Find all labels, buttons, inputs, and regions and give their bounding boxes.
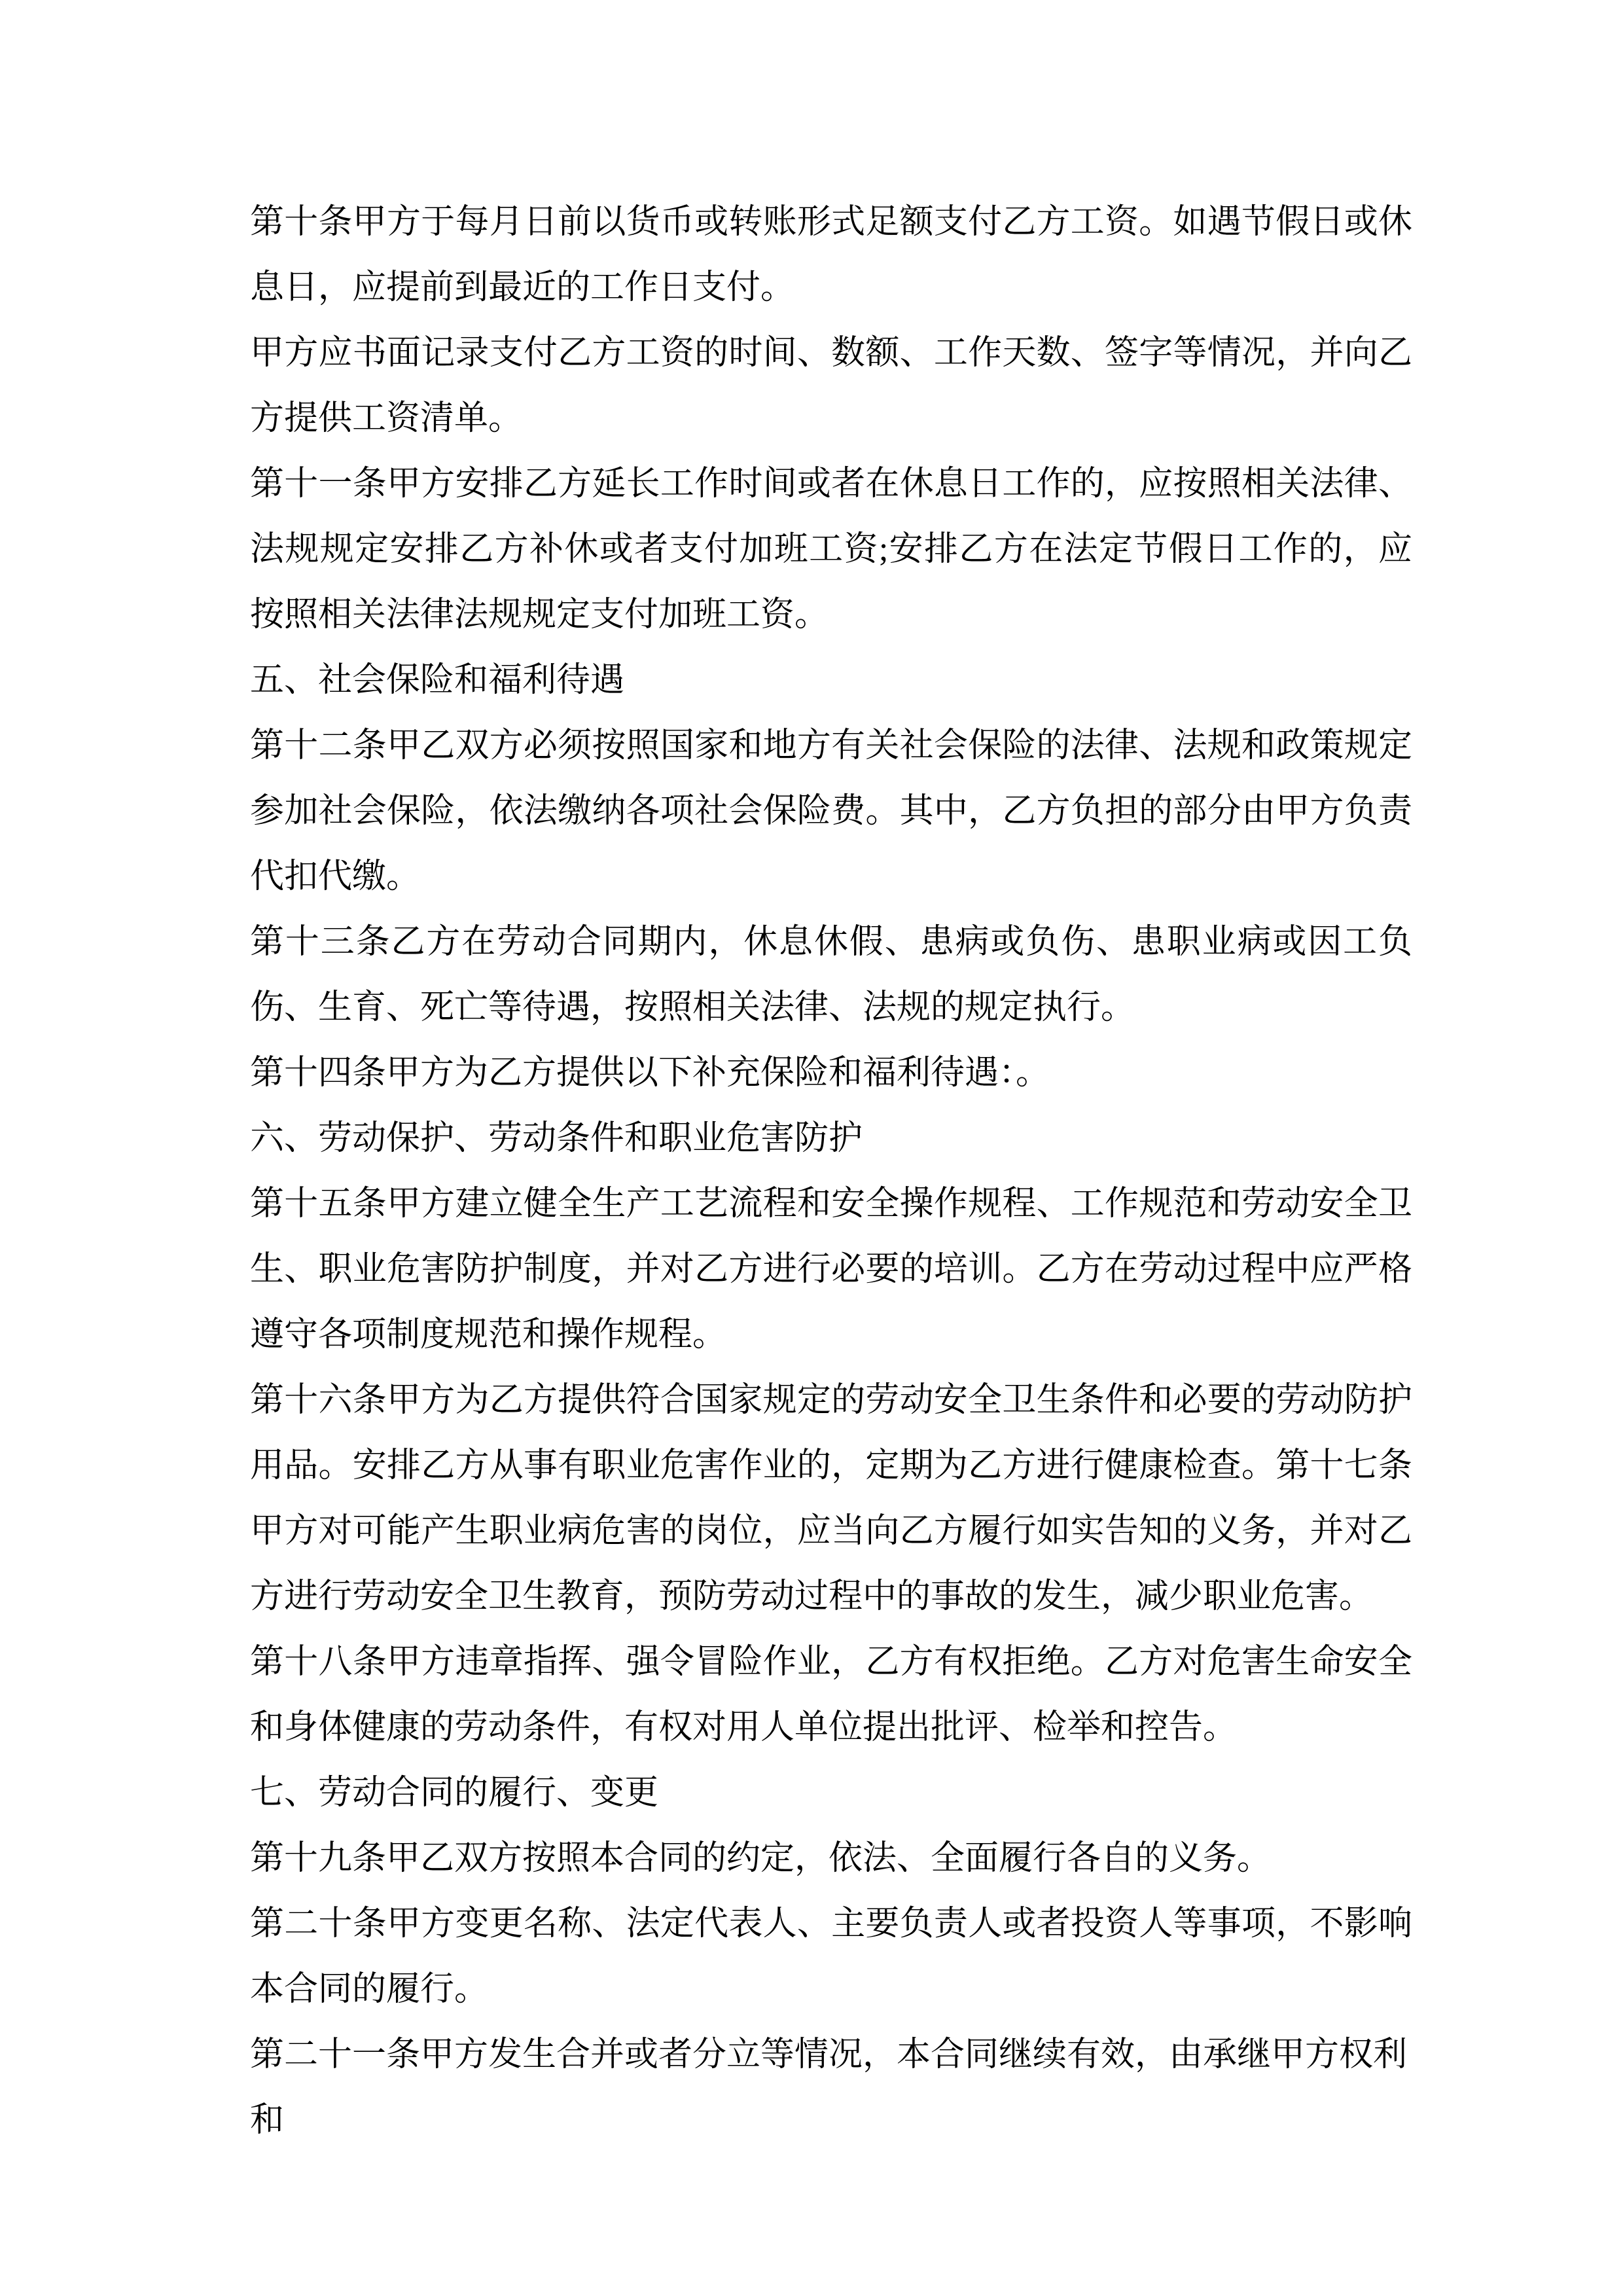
- paragraph-clause-10-continued: 甲方应书面记录支付乙方工资的时间、数额、工作天数、签字等情况，并向乙方提供工资清单。: [250, 334, 1412, 437]
- paragraph-clause-16-17: 第十六条甲方为乙方提供符合国家规定的劳动安全卫生条件和必要的劳动防护用品。安排乙方从事有职业危害作业的，定期为乙方进行健康检查。第十七条甲方对可能产生职业病危害的岗位，应当向乙方履行如实告知的义务，并对乙方进行劳动安全卫生教育，预防劳动过程中的事故的发生，减少职业危害。: [250, 1382, 1412, 1615]
- section-heading-5: 五、社会保险和福利待遇: [250, 662, 625, 699]
- document-body: [250, 190, 1412, 2153]
- paragraph-clause-11: 第十一条甲方安排乙方延长工作时间或者在休息日工作的，应按照相关法律、法规规定安排乙方补休或者支付加班工资;安排乙方在法定节假日工作的，应按照相关法律法规规定支付加班工资。: [250, 465, 1412, 634]
- paragraph-clause-15: 第十五条甲方建立健全生产工艺流程和安全操作规程、工作规范和劳动安全卫生、职业危害防护制度，并对乙方进行必要的培训。乙方在劳动过程中应严格遵守各项制度规范和操作规程。: [250, 1185, 1412, 1354]
- paragraph-clause-19: 第十九条甲乙双方按照本合同的约定，依法、全面履行各自的义务。: [250, 1840, 1272, 1877]
- paragraph-clause-14: 第十四条甲方为乙方提供以下补充保险和福利待遇：。: [250, 1054, 1050, 1092]
- paragraph-clause-10: 第十条甲方于每月日前以货币或转账形式足额支付乙方工资。如遇节假日或休息日，应提前到最近的工作日支付。: [250, 204, 1412, 306]
- paragraph-clause-12: 第十二条甲乙双方必须按照国家和地方有关社会保险的法律、法规和政策规定参加社会保险，依法缴纳各项社会保险费。其中，乙方负担的部分由甲方负责代扣代缴。: [250, 727, 1412, 895]
- paragraph-clause-20: 第二十条甲方变更名称、法定代表人、主要负责人或者投资人等事项，不影响本合同的履行。: [250, 1905, 1412, 2008]
- paragraph-clause-13: 第十三条乙方在劳动合同期内，休息休假、患病或负伤、患职业病或因工负伤、生育、死亡等待遇，按照相关法律、法规的规定执行。: [250, 924, 1412, 1026]
- section-heading-7: 七、劳动合同的履行、变更: [250, 1774, 659, 1812]
- paragraph-clause-21-truncated: 第二十一条甲方发生合并或者分立等情况，本合同继续有效，由承继甲方权利和: [250, 2036, 1408, 2139]
- section-heading-6: 六、劳动保护、劳动条件和职业危害防护: [250, 1120, 863, 1157]
- paragraph-clause-18: 第十八条甲方违章指挥、强令冒险作业，乙方有权拒绝。乙方对危害生命安全和身体健康的劳动条件，有权对用人单位提出批评、检举和控告。: [250, 1643, 1412, 1746]
